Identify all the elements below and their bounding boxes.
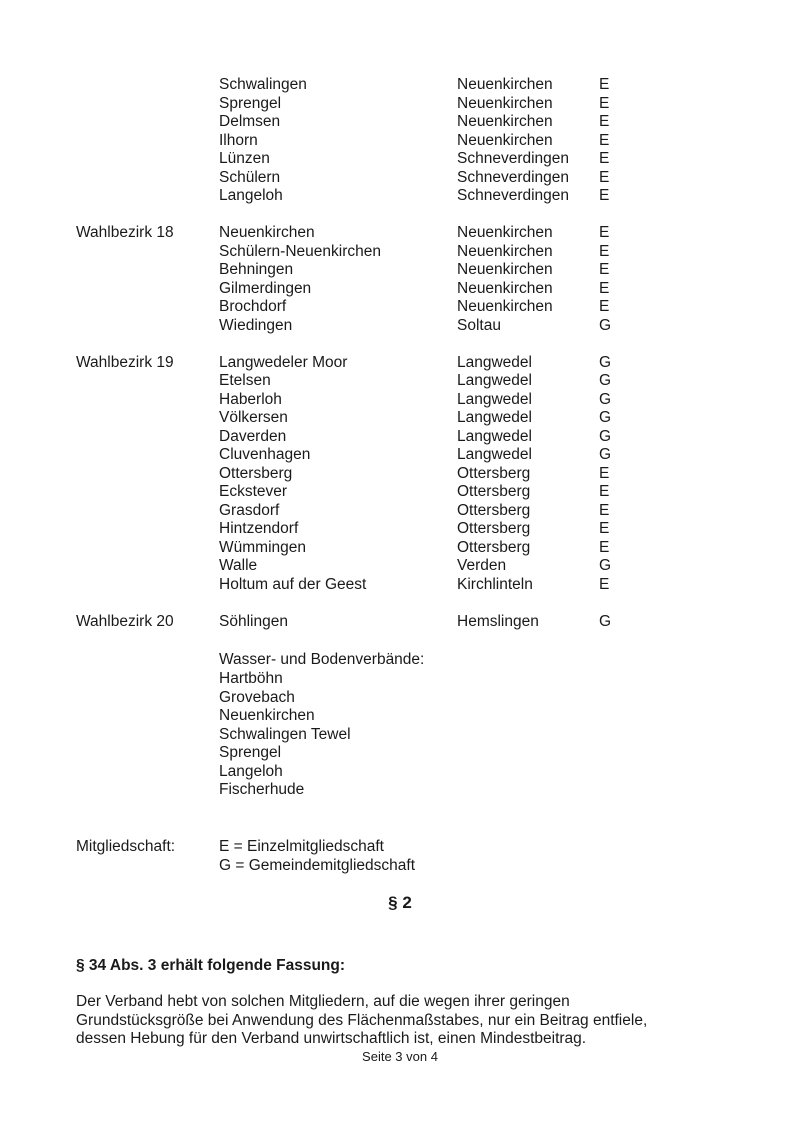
municipality-name: Neuenkirchen: [457, 261, 553, 278]
associations-heading: Wasser- und Bodenverbände:: [219, 651, 425, 668]
membership-type: E: [599, 298, 610, 315]
table-row: [0, 317, 800, 336]
place-name: Behningen: [219, 261, 294, 278]
membership-type: E: [599, 483, 610, 500]
municipality-name: Hemslingen: [457, 612, 539, 630]
body-line: Der Verband hebt von solchen Mitgliedern, auf die wegen ihrer geringen: [76, 993, 570, 1010]
membership-label: Mitgliedschaft:: [76, 838, 176, 855]
membership-type: G: [599, 446, 612, 463]
table-row: [0, 502, 800, 521]
association-item: Neuenkirchen: [219, 707, 315, 724]
association-item: Sprengel: [219, 744, 282, 761]
municipality-name: Soltau: [457, 316, 501, 334]
place-name: Cluvenhagen: [219, 446, 311, 463]
association-item: Grovebach: [219, 688, 295, 706]
municipality-name: Neuenkirchen: [457, 298, 553, 315]
table-row: [0, 613, 800, 632]
membership-type: E: [599, 575, 610, 593]
place-name: Sprengel: [219, 94, 282, 112]
place-name: Wiedingen: [219, 316, 293, 334]
membership-type: G: [599, 372, 612, 389]
place-name: Daverden: [219, 427, 287, 445]
membership-type: G: [599, 316, 612, 334]
municipality-name: Langwedel: [457, 353, 532, 371]
table-row: [0, 483, 800, 502]
municipality-name: Langwedel: [457, 427, 532, 445]
table-row: [0, 187, 800, 206]
association-item: Schwalingen Tewel: [219, 725, 351, 743]
table-row: [0, 446, 800, 465]
municipality-name: Langwedel: [457, 390, 532, 408]
table-row: [0, 372, 800, 391]
membership-type: E: [599, 76, 610, 93]
table-row: [0, 132, 800, 151]
place-name: Neuenkirchen: [219, 224, 315, 241]
municipality-name: Ottersberg: [457, 501, 531, 519]
table-row: [0, 224, 800, 243]
municipality-name: Ottersberg: [457, 483, 531, 500]
municipality-name: Neuenkirchen: [457, 131, 553, 149]
body-line: dessen Hebung für den Verband unwirtschaftlich ist, einen Mindestbeitrag.: [76, 1030, 587, 1048]
municipality-name: Neuenkirchen: [457, 279, 553, 297]
membership-type: G: [599, 353, 612, 371]
table-row: [0, 391, 800, 410]
municipality-name: Langwedel: [457, 446, 532, 463]
section-title: § 2: [388, 893, 412, 912]
place-name: Langwedeler Moor: [219, 353, 348, 371]
municipality-name: Neuenkirchen: [457, 94, 553, 112]
place-name: Holtum auf der Geest: [219, 575, 367, 593]
membership-type: E: [599, 538, 610, 556]
page-number: Seite 3 von 4: [362, 1049, 438, 1064]
membership-type: E: [599, 501, 610, 519]
place-name: Ottersberg: [219, 464, 293, 482]
municipality-name: Verden: [457, 557, 507, 574]
body-line: Grundstücksgröße bei Anwendung des Flächenmaßstabes, nur ein Beitrag entfiele,: [76, 1011, 648, 1029]
place-name: Grasdorf: [219, 501, 280, 519]
table-row: [0, 150, 800, 169]
table-row: [0, 280, 800, 299]
membership-type: E: [599, 261, 610, 278]
municipality-name: Schneverdingen: [457, 168, 570, 186]
place-name: Völkersen: [219, 409, 288, 426]
table-row: [0, 76, 800, 95]
table-row: [0, 409, 800, 428]
table-row: [0, 95, 800, 114]
table-row: [0, 261, 800, 280]
table-row: [0, 520, 800, 539]
place-name: Gilmerdingen: [219, 279, 312, 297]
place-name: Brochdorf: [219, 298, 287, 315]
place-name: Wümmingen: [219, 538, 306, 556]
district-label: Wahlbezirk 19: [76, 353, 174, 371]
municipality-name: Ottersberg: [457, 464, 531, 482]
membership-type: E: [599, 168, 610, 186]
table-row: [0, 465, 800, 484]
municipality-name: Neuenkirchen: [457, 242, 553, 260]
membership-type: E: [599, 94, 610, 112]
municipality-name: Langwedel: [457, 409, 532, 426]
municipality-name: Ottersberg: [457, 520, 531, 537]
membership-type: E: [599, 242, 610, 260]
membership-type: G: [599, 427, 612, 445]
place-name: Söhlingen: [219, 612, 288, 630]
table-row: [0, 169, 800, 188]
municipality-name: Schneverdingen: [457, 187, 570, 204]
membership-type: G: [599, 557, 612, 574]
membership-type: E: [599, 131, 610, 149]
municipality-name: Neuenkirchen: [457, 113, 553, 130]
membership-type: E: [599, 464, 610, 482]
table-row: [0, 539, 800, 558]
place-name: Etelsen: [219, 372, 271, 389]
district-label: Wahlbezirk 20: [76, 612, 174, 630]
table-row: [0, 113, 800, 132]
membership-type: G: [599, 612, 612, 630]
place-name: Eckstever: [219, 483, 288, 500]
table-row: [0, 576, 800, 595]
municipality-name: Ottersberg: [457, 538, 531, 556]
membership-type: E: [599, 187, 610, 204]
membership-legend-e: E = Einzelmitgliedschaft: [219, 838, 384, 855]
association-item: Fischerhude: [219, 781, 305, 798]
place-name: Walle: [219, 557, 258, 574]
municipality-name: Langwedel: [457, 372, 532, 389]
membership-type: E: [599, 150, 610, 167]
membership-legend-g: G = Gemeindemitgliedschaft: [219, 857, 415, 874]
place-name: Schülern: [219, 168, 281, 186]
membership-type: G: [599, 409, 612, 426]
municipality-name: Neuenkirchen: [457, 224, 553, 241]
place-name: Lünzen: [219, 150, 270, 167]
membership-type: E: [599, 279, 610, 297]
section-subtitle: § 34 Abs. 3 erhält folgende Fassung:: [76, 957, 346, 974]
table-row: [0, 298, 800, 317]
place-name: Haberloh: [219, 390, 282, 408]
municipality-name: Neuenkirchen: [457, 76, 553, 93]
membership-type: E: [599, 520, 610, 537]
place-name: Schwalingen: [219, 76, 307, 93]
membership-type: G: [599, 390, 612, 408]
association-item: Langeloh: [219, 762, 283, 780]
place-name: Schülern-Neuenkirchen: [219, 242, 381, 260]
table-row: [0, 354, 800, 373]
place-name: Delmsen: [219, 113, 281, 130]
section-body: [76, 993, 756, 1049]
association-item: Hartböhn: [219, 670, 283, 687]
table-row: [0, 428, 800, 447]
table-row: [0, 243, 800, 262]
membership-type: E: [599, 113, 610, 130]
place-name: Ilhorn: [219, 131, 258, 149]
place-name: Langeloh: [219, 187, 283, 204]
municipality-name: Kirchlinteln: [457, 575, 533, 593]
table-row: [0, 557, 800, 576]
place-name: Hintzendorf: [219, 520, 299, 537]
district-label: Wahlbezirk 18: [76, 224, 174, 241]
membership-type: E: [599, 224, 610, 241]
municipality-name: Schneverdingen: [457, 150, 570, 167]
